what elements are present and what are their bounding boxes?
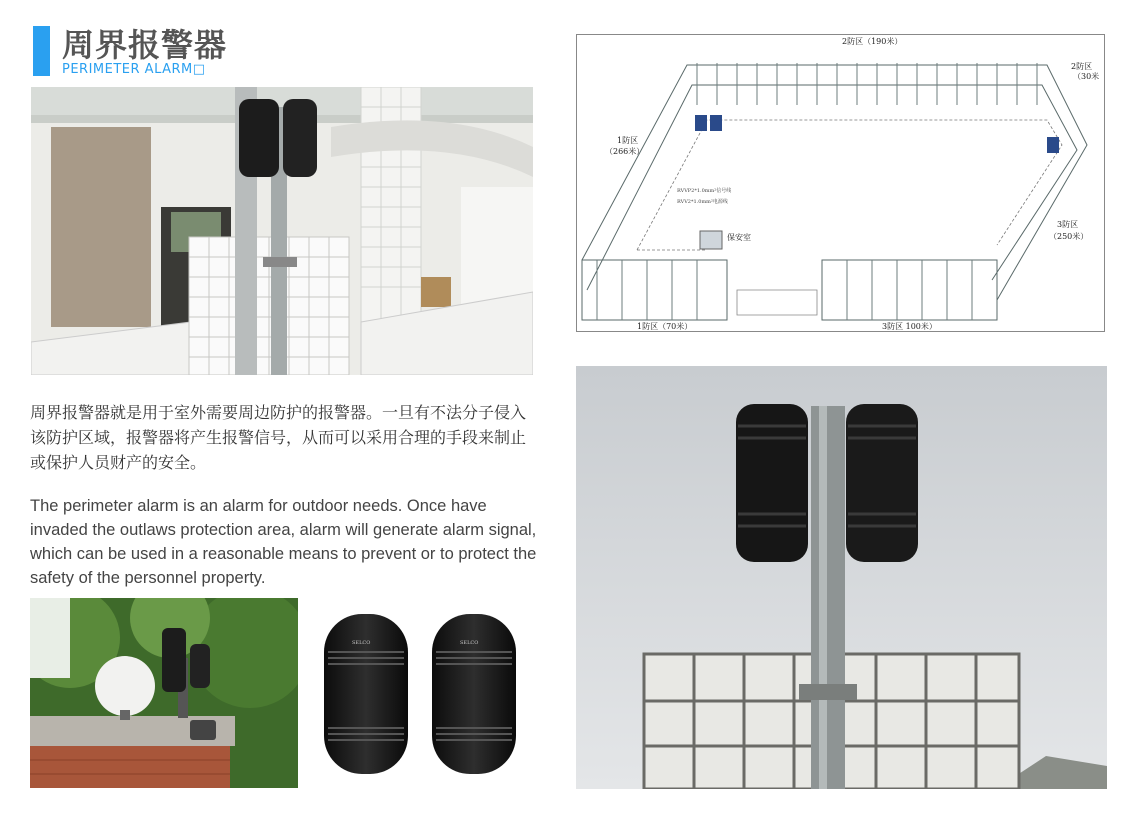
description-en: The perimeter alarm is an alarm for outdoor needs. Once have invaded the outlaws protection area, alarm will generate alarm signal, which can be used in a reasonable means to prevent or to protect the safety of the personnel property.	[30, 497, 537, 587]
label-zone1-bottom: 1防区（70米）	[637, 322, 693, 331]
label-cable-power: RVV2*1.0mm²电源线	[677, 199, 728, 205]
label-zone1-left-len: （266米）	[605, 147, 645, 156]
label-zone3-bottom: 3防区 100米）	[882, 322, 937, 331]
label-zone2-right-len: （30米	[1073, 72, 1100, 81]
label-zone1-left: 1防区	[617, 136, 639, 145]
product-brand-left: SELCO	[352, 640, 371, 646]
page-title: 周界报警器	[62, 26, 228, 64]
photo-building-sensor	[31, 87, 533, 375]
label-zone2-top: 2防区（190米）	[842, 37, 903, 46]
label-cable-signal: RVVP2*1.0mm²信号线	[677, 188, 732, 194]
page-subtitle: PERIMETER ALARM□	[62, 62, 206, 77]
label-zone3-right: 3防区	[1057, 220, 1079, 229]
perimeter-zone-diagram	[576, 34, 1105, 332]
label-zone2-right: 2防区	[1071, 62, 1093, 71]
description-cn: 周界报警器就是用于室外需要周边防护的报警器。一旦有不法分子侵入该防护区域，报警器将产生报警信号，从而可以采用合理的手段来制止或保护人员财产的安全。	[30, 403, 527, 472]
product-brand-right: SELCO	[460, 640, 479, 646]
accent-bar	[33, 26, 50, 76]
photo-pillar-sensor	[30, 598, 298, 788]
label-zone3-right-len: （250米）	[1049, 232, 1089, 241]
photo-product-sensors	[322, 606, 522, 788]
photo-sensor-closeup	[576, 366, 1107, 789]
label-guard-room: 保安室	[727, 233, 751, 242]
